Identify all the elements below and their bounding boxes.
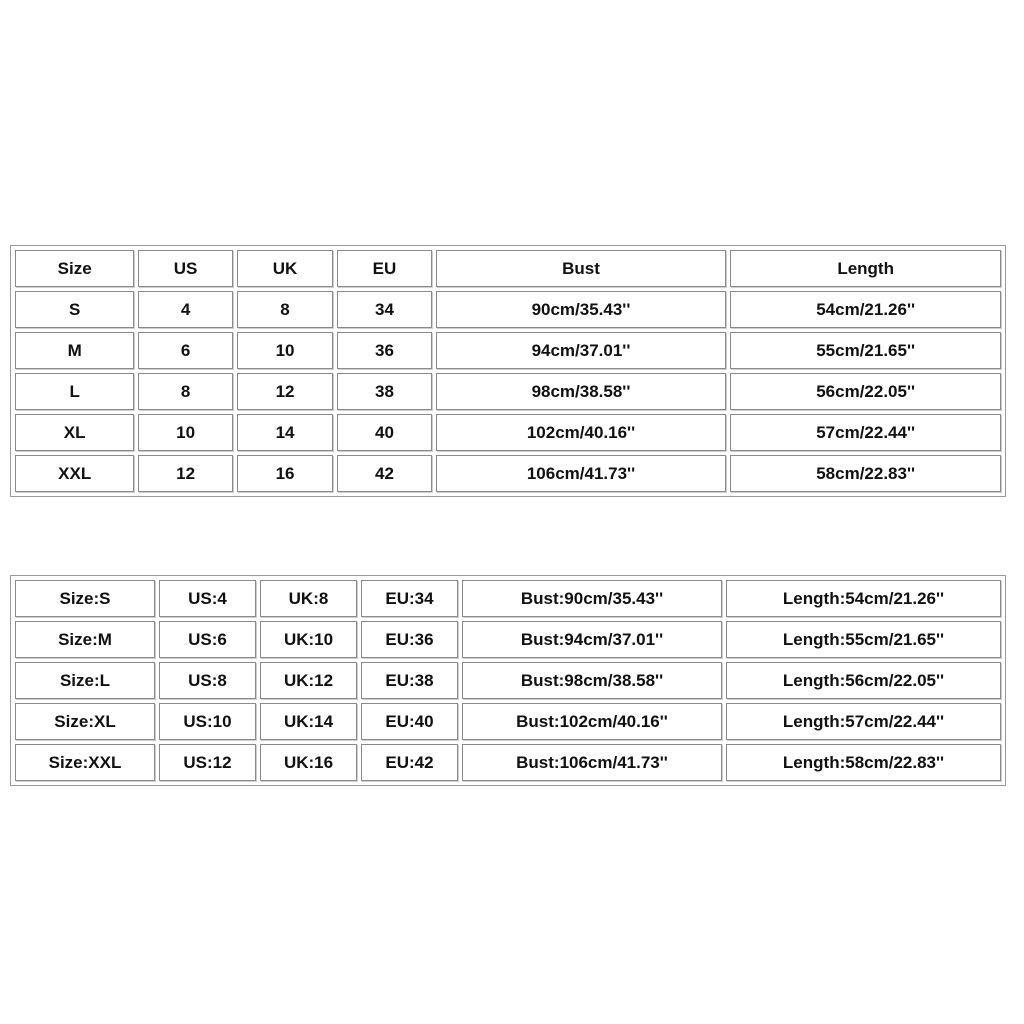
- table-cell: 14: [237, 414, 333, 451]
- table-cell: 12: [237, 373, 333, 410]
- table-row: [15, 414, 1001, 451]
- table-cell: 42: [337, 455, 431, 492]
- table-row: [15, 703, 1001, 740]
- header-cell-eu: EU: [337, 250, 431, 287]
- header-cell-uk: UK: [237, 250, 333, 287]
- table-cell: EU:36: [361, 621, 458, 658]
- header-cell-us: US: [138, 250, 232, 287]
- table-cell: EU:34: [361, 580, 458, 617]
- table-cell: Length:54cm/21.26'': [726, 580, 1001, 617]
- size-chart-table-1: [10, 245, 1006, 497]
- table-cell: XXL: [15, 455, 134, 492]
- table-cell: 57cm/22.44'': [730, 414, 1001, 451]
- table-cell: 34: [337, 291, 431, 328]
- table-header-row: [15, 250, 1001, 287]
- table-cell: XL: [15, 414, 134, 451]
- table-cell: Bust:102cm/40.16'': [462, 703, 722, 740]
- table-cell: Bust:90cm/35.43'': [462, 580, 722, 617]
- table-cell: 10: [237, 332, 333, 369]
- table-cell: Bust:106cm/41.73'': [462, 744, 722, 781]
- header-cell-size: Size: [15, 250, 134, 287]
- table-cell: Size:L: [15, 662, 155, 699]
- table-cell: Size:XL: [15, 703, 155, 740]
- table-cell: Length:58cm/22.83'': [726, 744, 1001, 781]
- table-cell: UK:12: [260, 662, 357, 699]
- table-cell: L: [15, 373, 134, 410]
- header-cell-bust: Bust: [436, 250, 727, 287]
- table-cell: 40: [337, 414, 431, 451]
- header-cell-length: Length: [730, 250, 1001, 287]
- table-row: [15, 621, 1001, 658]
- table-row: [15, 662, 1001, 699]
- table-cell: S: [15, 291, 134, 328]
- table-cell: 90cm/35.43'': [436, 291, 727, 328]
- table-cell: Size:XXL: [15, 744, 155, 781]
- table-cell: 36: [337, 332, 431, 369]
- table-cell: Size:M: [15, 621, 155, 658]
- table-cell: 10: [138, 414, 232, 451]
- table-cell: Length:57cm/22.44'': [726, 703, 1001, 740]
- table-cell: Size:S: [15, 580, 155, 617]
- table-cell: 38: [337, 373, 431, 410]
- table-row: [15, 291, 1001, 328]
- table-cell: M: [15, 332, 134, 369]
- table-cell: 8: [237, 291, 333, 328]
- table-row: [15, 744, 1001, 781]
- table-cell: UK:8: [260, 580, 357, 617]
- table-cell: 16: [237, 455, 333, 492]
- table-cell: 12: [138, 455, 232, 492]
- table-row: [15, 455, 1001, 492]
- table-row: [15, 332, 1001, 369]
- table-row: [15, 580, 1001, 617]
- table-cell: US:8: [159, 662, 256, 699]
- table-cell: EU:40: [361, 703, 458, 740]
- table-row: [15, 373, 1001, 410]
- table-cell: 98cm/38.58'': [436, 373, 727, 410]
- table-cell: 6: [138, 332, 232, 369]
- table-cell: 4: [138, 291, 232, 328]
- table-cell: 54cm/21.26'': [730, 291, 1001, 328]
- table-cell: US:10: [159, 703, 256, 740]
- table-cell: UK:14: [260, 703, 357, 740]
- table-cell: Bust:98cm/38.58'': [462, 662, 722, 699]
- table-cell: Length:56cm/22.05'': [726, 662, 1001, 699]
- table-cell: Bust:94cm/37.01'': [462, 621, 722, 658]
- table-cell: 56cm/22.05'': [730, 373, 1001, 410]
- table-cell: UK:10: [260, 621, 357, 658]
- table-cell: US:6: [159, 621, 256, 658]
- size-chart-table-2: [10, 575, 1006, 786]
- table-cell: 58cm/22.83'': [730, 455, 1001, 492]
- table-cell: 55cm/21.65'': [730, 332, 1001, 369]
- table-cell: Length:55cm/21.65'': [726, 621, 1001, 658]
- table-cell: 106cm/41.73'': [436, 455, 727, 492]
- table-cell: 102cm/40.16'': [436, 414, 727, 451]
- table-cell: EU:42: [361, 744, 458, 781]
- table-cell: US:4: [159, 580, 256, 617]
- table-cell: EU:38: [361, 662, 458, 699]
- table-cell: US:12: [159, 744, 256, 781]
- table-cell: 8: [138, 373, 232, 410]
- table-cell: UK:16: [260, 744, 357, 781]
- table-cell: 94cm/37.01'': [436, 332, 727, 369]
